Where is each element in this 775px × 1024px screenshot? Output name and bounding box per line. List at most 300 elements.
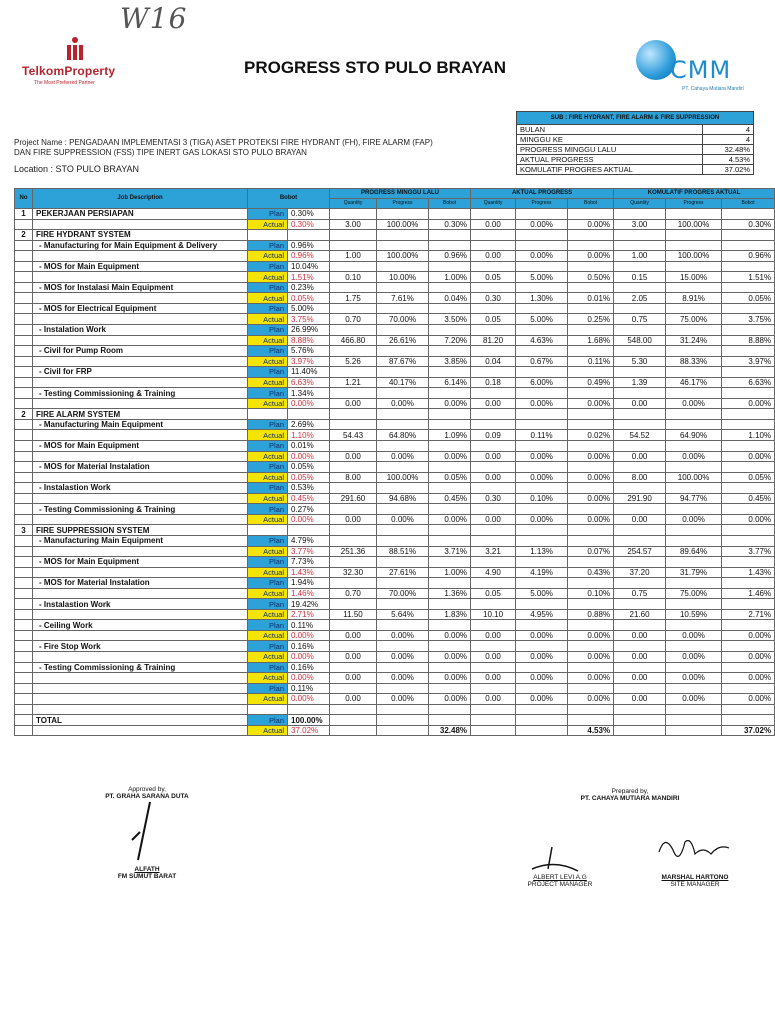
actual-label: Actual	[248, 314, 288, 325]
empty-cell	[516, 599, 568, 610]
value-cell: 0.04%	[429, 293, 471, 304]
empty-cell	[568, 557, 614, 568]
actual-weight: 6.63%	[288, 377, 330, 388]
empty-cell	[429, 504, 471, 515]
empty-cell	[614, 483, 666, 494]
table-row-actual	[15, 293, 775, 304]
item-name: - MOS for Material Instalation	[33, 578, 248, 589]
value-cell: 0.05	[471, 588, 516, 599]
value-cell: 0.00	[471, 251, 516, 262]
value-cell: 3.50%	[429, 314, 471, 325]
empty-cell	[15, 504, 33, 515]
actual-weight: 0.00%	[288, 651, 330, 662]
table-row-plan	[15, 662, 775, 673]
item-name: - MOS for Main Equipment	[33, 557, 248, 568]
total-row-plan	[15, 715, 775, 726]
plan-weight: 0.05%	[288, 462, 330, 473]
empty-cell	[568, 662, 614, 673]
value-cell: 0.00%	[568, 451, 614, 462]
empty-cell	[568, 441, 614, 452]
empty-cell	[666, 535, 722, 546]
empty-cell	[471, 715, 516, 726]
empty-cell	[429, 325, 471, 336]
empty-cell	[377, 525, 429, 536]
empty-cell	[471, 462, 516, 473]
empty-cell	[15, 419, 33, 430]
value-cell: 0.07%	[568, 546, 614, 557]
actual-weight: 0.30%	[288, 219, 330, 230]
empty-cell	[15, 662, 33, 673]
empty-cell	[568, 209, 614, 220]
value-cell: 10.10	[471, 609, 516, 620]
summary-value: 32.48%	[703, 145, 754, 155]
empty-cell	[568, 388, 614, 399]
empty-cell	[33, 630, 248, 641]
actual-weight: 3.77%	[288, 546, 330, 557]
item-name: - MOS for Material Instalation	[33, 462, 248, 473]
total-row-actual	[15, 725, 775, 736]
table-row-plan	[15, 388, 775, 399]
empty-cell	[377, 388, 429, 399]
value-cell: 46.17%	[666, 377, 722, 388]
sm-block	[640, 874, 750, 888]
value-cell: 88.33%	[666, 356, 722, 367]
section-row	[15, 209, 775, 220]
table-row-actual	[15, 472, 775, 483]
value-cell: 94.77%	[666, 493, 722, 504]
value-cell: 26.61%	[377, 335, 429, 346]
plan-label: Plan	[248, 441, 288, 452]
empty-cell	[568, 715, 614, 726]
empty-cell	[722, 240, 775, 251]
section-number: 3	[15, 525, 33, 536]
empty-cell	[722, 620, 775, 631]
empty-cell	[614, 715, 666, 726]
empty-cell	[471, 419, 516, 430]
value-cell: 0.00	[614, 694, 666, 705]
actual-weight: 0.00%	[288, 673, 330, 684]
empty-cell	[568, 535, 614, 546]
table-row-actual	[15, 609, 775, 620]
value-cell: 0.00%	[568, 398, 614, 409]
empty-cell	[614, 578, 666, 589]
value-cell: 100.00%	[666, 251, 722, 262]
empty-cell	[330, 282, 377, 293]
empty-cell	[377, 419, 429, 430]
value-cell: 0.00%	[516, 398, 568, 409]
value-cell: 0.00%	[377, 673, 429, 684]
empty-cell	[33, 335, 248, 346]
table-row-actual	[15, 630, 775, 641]
approver-title: FM SUMUT BARAT	[117, 873, 177, 880]
empty-cell	[722, 325, 775, 336]
value-cell: 5.26	[330, 356, 377, 367]
empty-cell	[614, 704, 666, 715]
value-cell: 0.00	[614, 514, 666, 525]
summary-value: 4	[703, 125, 754, 135]
empty-cell	[377, 462, 429, 473]
actual-label: Actual	[248, 377, 288, 388]
telkom-tagline: The Most Preferred Partner	[34, 80, 95, 86]
empty-cell	[330, 261, 377, 272]
value-cell: 251.36	[330, 546, 377, 557]
value-cell: 0.00	[614, 651, 666, 662]
plan-weight: 26.99%	[288, 325, 330, 336]
empty-cell	[15, 325, 33, 336]
empty-cell	[429, 662, 471, 673]
empty-cell	[15, 599, 33, 610]
value-cell: 0.00%	[666, 451, 722, 462]
value-cell: 0.00%	[429, 514, 471, 525]
empty-cell	[614, 525, 666, 536]
empty-cell	[568, 483, 614, 494]
sm-signature	[655, 832, 735, 872]
value-cell: 100.00%	[377, 219, 429, 230]
empty-cell	[722, 303, 775, 314]
empty-cell	[666, 441, 722, 452]
value-cell: 54.43	[330, 430, 377, 441]
plan-weight: 1.94%	[288, 578, 330, 589]
empty-cell	[568, 367, 614, 378]
table-row-plan	[15, 240, 775, 251]
value-cell: 0.00%	[429, 651, 471, 662]
plan-weight: 5.00%	[288, 303, 330, 314]
table-row-plan	[15, 282, 775, 293]
prepared-block	[560, 788, 700, 802]
col-progress-header: Progress	[377, 199, 429, 209]
telkom-name: TelkomProperty	[22, 64, 116, 78]
table-row-plan	[15, 683, 775, 694]
empty-cell	[15, 314, 33, 325]
empty-cell	[330, 557, 377, 568]
value-cell: 0.70	[330, 588, 377, 599]
item-name: - Instalastion Work	[33, 599, 248, 610]
empty-cell	[429, 230, 471, 241]
empty-cell	[666, 599, 722, 610]
value-cell: 0.75	[614, 588, 666, 599]
empty-cell	[330, 209, 377, 220]
empty-cell	[516, 282, 568, 293]
empty-cell	[614, 662, 666, 673]
empty-cell	[666, 346, 722, 357]
empty-cell	[330, 419, 377, 430]
actual-weight: 3.75%	[288, 314, 330, 325]
value-cell: 3.71%	[429, 546, 471, 557]
col-desc-header: Job Description	[33, 189, 248, 209]
value-cell: 3.00	[614, 219, 666, 230]
empty-cell	[15, 725, 33, 736]
empty-cell	[330, 367, 377, 378]
value-cell: 0.43%	[568, 567, 614, 578]
section-title: FIRE HYDRANT SYSTEM	[33, 230, 248, 241]
empty-cell	[614, 683, 666, 694]
empty-cell	[429, 683, 471, 694]
table-row-actual	[15, 651, 775, 662]
col-bobot-sub-header: Bobot	[429, 199, 471, 209]
empty-cell	[471, 282, 516, 293]
empty-cell	[15, 694, 33, 705]
section-number: 1	[15, 209, 33, 220]
plan-weight: 0.01%	[288, 441, 330, 452]
empty-cell	[377, 578, 429, 589]
table-row-actual	[15, 356, 775, 367]
project-location: Location : STO PULO BRAYAN	[14, 164, 140, 174]
empty-cell	[471, 367, 516, 378]
empty-cell	[15, 251, 33, 262]
empty-cell	[330, 230, 377, 241]
value-cell: 0.00%	[516, 514, 568, 525]
table-row-plan	[15, 504, 775, 515]
value-cell: 0.10%	[516, 493, 568, 504]
empty-cell	[33, 293, 248, 304]
value-cell: 6.00%	[516, 377, 568, 388]
value-cell: 0.00	[471, 398, 516, 409]
table-row-plan	[15, 441, 775, 452]
empty-cell	[330, 620, 377, 631]
cmm-logo	[626, 38, 756, 98]
actual-weight: 1.10%	[288, 430, 330, 441]
value-cell: 0.00%	[722, 651, 775, 662]
empty-cell	[471, 483, 516, 494]
prepared-by-label: Prepared by,	[611, 788, 649, 795]
empty-cell	[614, 462, 666, 473]
value-cell: 4.19%	[516, 567, 568, 578]
empty-cell	[722, 504, 775, 515]
table-row-actual	[15, 314, 775, 325]
section-number: 2	[15, 230, 33, 241]
plan-label: Plan	[248, 683, 288, 694]
plan-label: Plan	[248, 388, 288, 399]
plan-weight: 4.79%	[288, 535, 330, 546]
empty-cell	[330, 504, 377, 515]
value-cell: 0.00	[614, 673, 666, 684]
plan-label: Plan	[248, 346, 288, 357]
empty-cell	[15, 483, 33, 494]
value-cell: 3.85%	[429, 356, 471, 367]
empty-cell	[330, 525, 377, 536]
item-name: - MOS for Instalasi Main Equipment	[33, 282, 248, 293]
empty-cell	[330, 683, 377, 694]
empty-cell	[377, 346, 429, 357]
empty-cell	[666, 325, 722, 336]
col-group-cumulative-header: KOMULATIF PROGRES AKTUAL	[614, 189, 775, 199]
progress-table	[14, 188, 775, 736]
empty-cell	[377, 441, 429, 452]
actual-label: Actual	[248, 673, 288, 684]
value-cell: 0.00%	[568, 514, 614, 525]
actual-weight: 0.00%	[288, 630, 330, 641]
empty-cell	[471, 704, 516, 715]
empty-cell	[330, 578, 377, 589]
empty-cell	[471, 409, 516, 420]
empty-cell	[666, 557, 722, 568]
value-cell: 548.00	[614, 335, 666, 346]
value-cell: 0.05%	[722, 472, 775, 483]
value-cell: 1.00%	[429, 272, 471, 283]
empty-cell	[568, 683, 614, 694]
empty-cell	[33, 451, 248, 462]
empty-cell	[666, 504, 722, 515]
empty-cell	[330, 325, 377, 336]
value-cell: 0.00%	[377, 514, 429, 525]
value-cell: 1.21	[330, 377, 377, 388]
summary-label: AKTUAL PROGRESS	[517, 155, 703, 165]
value-cell: 0.00	[330, 630, 377, 641]
actual-label: Actual	[248, 546, 288, 557]
table-row-actual	[15, 430, 775, 441]
empty-cell	[516, 683, 568, 694]
value-cell: 0.00	[471, 694, 516, 705]
plan-weight: 1.34%	[288, 388, 330, 399]
value-cell: 0.00%	[516, 451, 568, 462]
empty-cell	[33, 314, 248, 325]
value-cell: 100.00%	[377, 472, 429, 483]
empty-cell	[471, 303, 516, 314]
value-cell: 0.00	[471, 651, 516, 662]
empty-cell	[15, 303, 33, 314]
empty-cell	[15, 704, 33, 715]
empty-cell	[516, 662, 568, 673]
empty-cell	[15, 388, 33, 399]
total-cumulative-progress: 37.02%	[722, 725, 775, 736]
empty-cell	[666, 230, 722, 241]
empty-cell	[614, 303, 666, 314]
prepared-company: PT. CAHAYA MUTIARA MANDIRI	[580, 795, 680, 802]
item-name: - Civil for FRP	[33, 367, 248, 378]
value-cell: 0.00	[471, 219, 516, 230]
empty-cell	[666, 303, 722, 314]
empty-cell	[377, 240, 429, 251]
empty-cell	[516, 419, 568, 430]
value-cell: 0.01%	[568, 293, 614, 304]
value-cell: 0.00%	[666, 398, 722, 409]
value-cell: 0.05%	[429, 472, 471, 483]
empty-cell	[614, 557, 666, 568]
item-name: - Manufacturing Main Equipment	[33, 535, 248, 546]
project-name: Project Name : PENGADAAN IMPLEMENTASI 3 (TIGA) ASET PROTEKSI FIRE HYDRANT (FH), FIRE ALARM (FAP) DAN FIRE SUPPRESSION (FSS) TIPE INERT GAS LOKASI STO PULO BRAYAN	[14, 138, 433, 157]
empty-cell	[516, 230, 568, 241]
empty-cell	[15, 272, 33, 283]
value-cell: 100.00%	[666, 219, 722, 230]
empty-cell	[288, 525, 330, 536]
table-row-actual	[15, 493, 775, 504]
value-cell: 94.68%	[377, 493, 429, 504]
item-name: - MOS for Main Equipment	[33, 261, 248, 272]
value-cell: 0.00%	[516, 630, 568, 641]
value-cell: 0.00%	[568, 472, 614, 483]
empty-cell	[722, 535, 775, 546]
value-cell: 0.15	[614, 272, 666, 283]
value-cell: 0.11%	[516, 430, 568, 441]
empty-cell	[568, 525, 614, 536]
empty-cell	[568, 240, 614, 251]
value-cell: 8.88%	[722, 335, 775, 346]
value-cell: 1.00	[330, 251, 377, 262]
empty-cell	[568, 462, 614, 473]
empty-cell	[722, 599, 775, 610]
empty-cell	[15, 715, 33, 726]
value-cell: 1.68%	[568, 335, 614, 346]
empty-cell	[471, 557, 516, 568]
plan-weight: 0.11%	[288, 683, 330, 694]
section-row	[15, 525, 775, 536]
value-cell: 0.00%	[722, 514, 775, 525]
empty-cell	[666, 620, 722, 631]
empty-cell	[614, 409, 666, 420]
empty-cell	[33, 704, 248, 715]
actual-weight: 1.46%	[288, 588, 330, 599]
actual-label: Actual	[248, 630, 288, 641]
empty-cell	[614, 282, 666, 293]
value-cell: 0.00	[471, 451, 516, 462]
value-cell: 291.60	[330, 493, 377, 504]
empty-cell	[15, 641, 33, 652]
value-cell: 0.00	[471, 673, 516, 684]
value-cell: 254.57	[614, 546, 666, 557]
empty-cell	[15, 546, 33, 557]
value-cell: 0.00%	[666, 651, 722, 662]
empty-cell	[33, 725, 248, 736]
empty-cell	[614, 419, 666, 430]
empty-cell	[330, 599, 377, 610]
empty-cell	[429, 261, 471, 272]
value-cell: 89.64%	[666, 546, 722, 557]
table-row-plan	[15, 578, 775, 589]
plan-weight: 0.96%	[288, 240, 330, 251]
value-cell: 0.00	[471, 514, 516, 525]
plan-weight: 0.11%	[288, 620, 330, 631]
col-quantity-header: Quantity	[614, 199, 666, 209]
table-row-actual	[15, 219, 775, 230]
empty-cell	[15, 441, 33, 452]
empty-cell	[429, 620, 471, 631]
value-cell: 10.00%	[377, 272, 429, 283]
value-cell: 21.60	[614, 609, 666, 620]
empty-cell	[377, 504, 429, 515]
empty-cell	[377, 599, 429, 610]
value-cell: 1.00	[614, 251, 666, 262]
empty-cell	[722, 704, 775, 715]
pm-signature	[530, 845, 580, 875]
empty-cell	[516, 504, 568, 515]
handwritten-tag: W16	[120, 2, 188, 35]
plan-label: Plan	[248, 483, 288, 494]
table-row-plan	[15, 641, 775, 652]
empty-cell	[15, 430, 33, 441]
value-cell: 0.00%	[722, 673, 775, 684]
empty-cell	[568, 419, 614, 430]
empty-cell	[330, 388, 377, 399]
value-cell: 0.30	[471, 493, 516, 504]
value-cell: 0.50%	[568, 272, 614, 283]
empty-cell	[377, 683, 429, 694]
value-cell: 3.00	[330, 219, 377, 230]
empty-cell	[377, 620, 429, 631]
value-cell: 11.50	[330, 609, 377, 620]
empty-cell	[516, 725, 568, 736]
empty-cell	[722, 409, 775, 420]
empty-cell	[614, 725, 666, 736]
plan-label: Plan	[248, 209, 288, 220]
empty-cell	[722, 367, 775, 378]
actual-weight: 0.96%	[288, 251, 330, 262]
empty-cell	[330, 303, 377, 314]
table-row-actual	[15, 251, 775, 262]
approver-signature	[120, 800, 160, 870]
empty-cell	[568, 599, 614, 610]
empty-cell	[666, 641, 722, 652]
empty-cell	[516, 535, 568, 546]
